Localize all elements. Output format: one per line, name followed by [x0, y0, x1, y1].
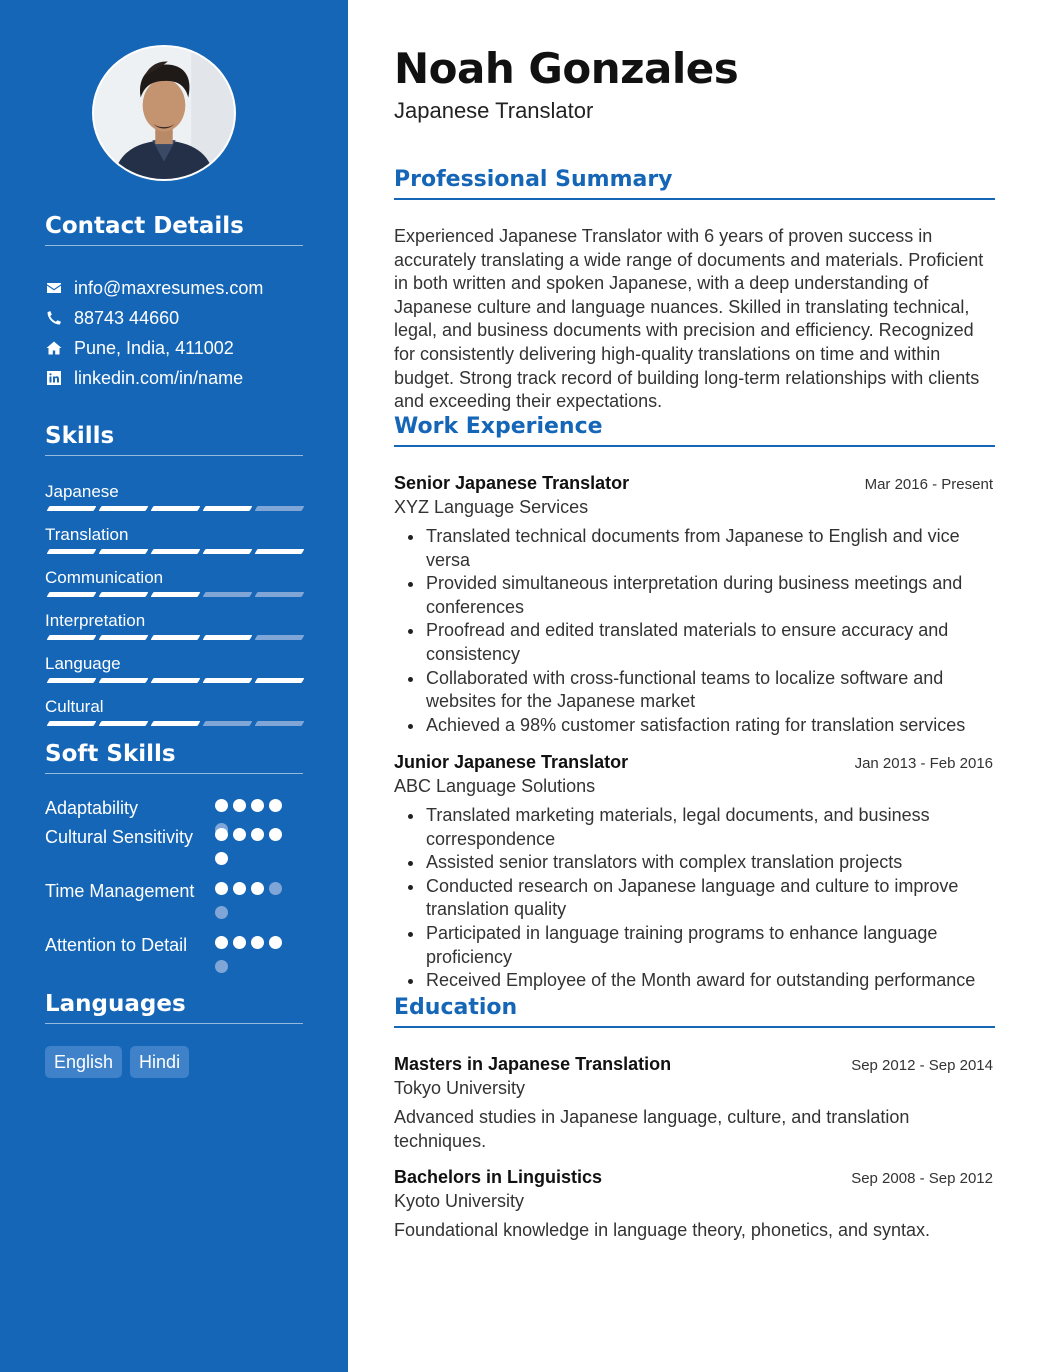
contact-address: [45, 333, 303, 363]
contact-section: [45, 210, 303, 393]
soft-skill-rating: [210, 828, 300, 848]
skill-level-segment: [203, 549, 253, 554]
soft-skill-rating: [210, 882, 300, 902]
skill-level-segment: [47, 506, 97, 511]
rating-dot: [215, 799, 228, 812]
skill-level-bar: [45, 506, 303, 511]
rating-dot: [215, 906, 228, 919]
education-school: Kyoto University: [394, 1191, 525, 1211]
skill-level-segment: [203, 592, 253, 597]
skill-level-segment: [255, 549, 305, 554]
job-bullet: Proofread and edited translated materials to ensure accuracy and consistency: [394, 619, 995, 666]
skill-level-segment: [151, 635, 201, 640]
skill-level-segment: [151, 721, 201, 726]
rating-dot: [251, 882, 264, 895]
soft-skill-name: Time Management: [45, 881, 195, 901]
skills-list: [45, 481, 303, 739]
soft-skills-heading: Soft Skills: [45, 738, 303, 774]
phone-icon: [45, 309, 63, 327]
contact-linkedin[interactable]: [45, 363, 303, 393]
job-company: ABC Language Solutions: [394, 776, 596, 796]
contact-linkedin-text: linkedin.com/in/name: [74, 367, 244, 388]
rating-dot: [251, 799, 264, 812]
education-description: Foundational knowledge in language theory, phonetics, and syntax.: [394, 1220, 931, 1240]
skill-level-bar: [45, 549, 303, 554]
candidate-name: Noah Gonzales: [394, 44, 739, 93]
education-school: Tokyo University: [394, 1078, 526, 1098]
contact-phone[interactable]: [45, 303, 303, 333]
education-description: Advanced studies in Japanese language, culture, and translation techniques.: [394, 1107, 910, 1151]
job-role: Junior Japanese Translator: [394, 752, 629, 772]
skill-level-segment: [151, 678, 201, 683]
contact-address-text: Pune, India, 411002: [74, 337, 234, 358]
job-entry: [394, 752, 995, 993]
rating-dot: [233, 828, 246, 841]
languages-section: [45, 988, 303, 1078]
skill-name: Interpretation: [45, 611, 146, 630]
summary-text: Experienced Japanese Translator with 6 years of proven success in accurately translating a wide range of documents and materials. Proficient in both written and spoken Japanese, with a deep understanding of Japanese culture and language nuances. Skilled in translating technical, legal, and business documents with precision and efficiency. Recognized for consistently delivering high-quality translations on time and within budget. Strong track record of building long-term relationships with clients and exceeding their expectations.: [394, 226, 984, 412]
skill-level-bar: [45, 678, 303, 683]
rating-dot: [215, 936, 228, 949]
soft-skills-list: [45, 796, 303, 987]
skill-name: Translation: [45, 525, 129, 544]
job-bullet: Translated technical documents from Japanese to English and vice versa: [394, 525, 995, 572]
skills-heading: Skills: [45, 420, 303, 456]
linkedin-icon: [45, 369, 63, 387]
language-tag: English: [45, 1046, 122, 1078]
soft-skill-rating: [210, 799, 300, 819]
education-dates: Sep 2012 - Sep 2014: [851, 1057, 993, 1074]
skill-level-segment: [203, 721, 253, 726]
rating-dot: [215, 852, 228, 865]
job-entry: [394, 473, 995, 737]
job-bullet: Assisted senior translators with complex translation projects: [394, 851, 995, 875]
job-bullets: [394, 804, 995, 993]
rating-dot: [233, 936, 246, 949]
skill-level-segment: [151, 592, 201, 597]
skill-level-segment: [47, 592, 97, 597]
skill-level-segment: [47, 721, 97, 726]
rating-dot: [269, 799, 282, 812]
skill-item: [45, 653, 303, 696]
contact-heading: Contact Details: [45, 210, 303, 246]
skill-level-segment: [47, 635, 97, 640]
skill-level-segment: [99, 721, 149, 726]
job-bullet: Conducted research on Japanese language and culture to improve translation quality: [394, 875, 995, 922]
contact-email-text: info@maxresumes.com: [74, 277, 264, 298]
job-bullets: [394, 525, 995, 737]
envelope-icon: [45, 279, 63, 297]
soft-skill-name: Attention to Detail: [45, 935, 188, 955]
education-dates: Sep 2008 - Sep 2012: [851, 1170, 993, 1187]
language-tag: Hindi: [130, 1046, 189, 1078]
avatar-illustration: [94, 47, 234, 179]
rating-dot: [269, 936, 282, 949]
rating-dot: [269, 828, 282, 841]
job-bullet: Participated in language training programs to enhance language proficiency: [394, 922, 995, 969]
skill-level-segment: [255, 506, 305, 511]
job-bullet: Achieved a 98% customer satisfaction rating for translation services: [394, 714, 995, 738]
sidebar: [0, 0, 348, 1372]
rating-dot: [269, 882, 282, 895]
skill-item: [45, 524, 303, 567]
skill-item: [45, 610, 303, 653]
rating-dot: [233, 799, 246, 812]
skill-level-segment: [99, 678, 149, 683]
skill-level-bar: [45, 592, 303, 597]
job-bullet: Provided simultaneous interpretation during business meetings and conferences: [394, 572, 995, 619]
experience-heading: Work Experience: [394, 411, 995, 447]
soft-skill-item: [45, 825, 303, 879]
skill-level-segment: [255, 721, 305, 726]
skill-level-segment: [255, 635, 305, 640]
skill-name: Cultural: [45, 697, 104, 716]
contact-list: [45, 273, 303, 393]
skill-level-segment: [47, 678, 97, 683]
skill-level-segment: [151, 506, 201, 511]
job-company: XYZ Language Services: [394, 497, 589, 517]
skill-level-segment: [255, 592, 305, 597]
skill-level-segment: [99, 635, 149, 640]
rating-dot: [215, 960, 228, 973]
home-icon: [45, 339, 63, 357]
soft-skill-name: Adaptability: [45, 798, 139, 818]
education-degree: Masters in Japanese Translation: [394, 1054, 672, 1074]
contact-email[interactable]: [45, 273, 303, 303]
education-entry: [394, 1054, 995, 1153]
skill-level-segment: [99, 592, 149, 597]
rating-dot: [233, 882, 246, 895]
languages-heading: Languages: [45, 988, 303, 1024]
skill-item: [45, 567, 303, 610]
skill-level-bar: [45, 635, 303, 640]
summary-heading: Professional Summary: [394, 164, 995, 200]
rating-dot: [215, 882, 228, 895]
skill-level-segment: [99, 549, 149, 554]
soft-skill-item: [45, 879, 303, 933]
candidate-title: Japanese Translator: [394, 98, 594, 123]
skill-item: [45, 481, 303, 524]
contact-phone-text: 88743 44660: [74, 307, 180, 328]
profile-photo: [92, 45, 236, 181]
rating-dot: [215, 828, 228, 841]
rating-dot: [251, 828, 264, 841]
skill-item: [45, 696, 303, 739]
education-heading: Education: [394, 992, 995, 1028]
skill-level-segment: [203, 506, 253, 511]
soft-skill-name: Cultural Sensitivity: [45, 827, 194, 847]
skill-level-segment: [151, 549, 201, 554]
job-bullet: Received Employee of the Month award for outstanding performance: [394, 969, 995, 993]
job-bullet: Translated marketing materials, legal documents, and business correspondence: [394, 804, 995, 851]
skill-level-segment: [203, 635, 253, 640]
soft-skill-item: [45, 933, 303, 987]
job-dates: Mar 2016 - Present: [864, 476, 993, 493]
skill-level-segment: [255, 678, 305, 683]
education-entry: [394, 1167, 995, 1242]
soft-skills-section: [45, 738, 303, 987]
soft-skill-rating: [210, 936, 300, 956]
skill-name: Communication: [45, 568, 164, 587]
education-degree: Bachelors in Linguistics: [394, 1167, 603, 1187]
language-tags: [45, 1046, 303, 1078]
skill-name: Language: [45, 654, 121, 673]
job-role: Senior Japanese Translator: [394, 473, 630, 493]
rating-dot: [251, 936, 264, 949]
skill-level-bar: [45, 721, 303, 726]
skill-name: Japanese: [45, 482, 119, 501]
job-dates: Jan 2013 - Feb 2016: [854, 755, 993, 772]
skill-level-segment: [203, 678, 253, 683]
skill-level-segment: [47, 549, 97, 554]
soft-skill-item: [45, 796, 303, 825]
job-bullet: Collaborated with cross-functional teams to localize software and websites for the Japanese market: [394, 667, 995, 714]
skills-section: [45, 420, 303, 739]
skill-level-segment: [99, 506, 149, 511]
